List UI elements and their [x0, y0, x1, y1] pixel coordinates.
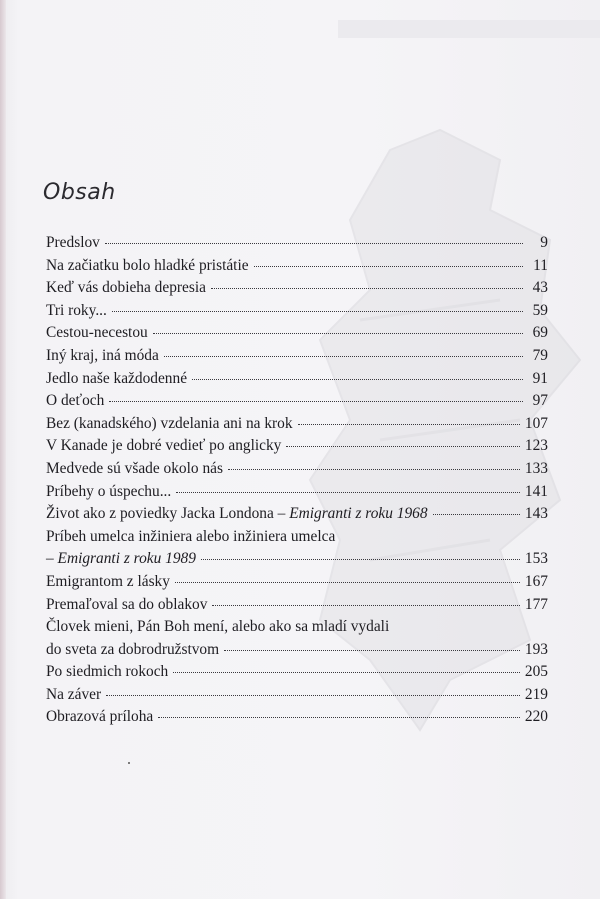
toc-entry [46, 684, 548, 707]
toc-entry [46, 300, 548, 323]
toc-entry-page-number: 97 [532, 392, 548, 410]
toc-entry-page-number: 205 [524, 663, 548, 681]
toc-entry-row [46, 255, 548, 278]
toc-entry-title-text: Iný kraj, iná móda [46, 346, 159, 364]
dot-leader [212, 604, 520, 606]
dot-leader [112, 310, 523, 312]
toc-entry-title-text: V Kanade je dobré vedieť po anglicky [46, 437, 282, 455]
toc-entry-title-text: Emigrantom z lásky [46, 572, 170, 590]
toc-entry-title-text: Jedlo naše každodenné [46, 369, 188, 387]
toc-entry-row [46, 706, 548, 729]
toc-entry-page-number: 79 [532, 346, 548, 364]
toc-entry [46, 435, 548, 458]
dot-leader [254, 265, 523, 267]
dot-leader [175, 581, 520, 583]
toc-entry-page-number: 143 [524, 505, 548, 523]
dot-leader [192, 378, 523, 380]
toc-entry-row [46, 571, 548, 594]
toc-entry-title [46, 548, 196, 571]
toc-entry-page-number: 43 [532, 279, 548, 297]
dot-leader [106, 694, 520, 696]
ink-speck [128, 762, 130, 764]
toc-entry-title-line1: Človek mieni, Pán Boh mení, alebo ako sa mladí vydali [46, 618, 390, 636]
toc-entry-row [46, 345, 548, 368]
dot-leader [105, 242, 523, 244]
toc-entry-page-number: 219 [524, 685, 548, 703]
toc-entry [46, 616, 548, 661]
toc-entry-page-number: 11 [533, 256, 548, 274]
toc-entry-title [46, 706, 153, 729]
toc-entry-page-number: 167 [524, 572, 548, 590]
dot-leader [109, 400, 523, 402]
toc-entry [46, 368, 548, 391]
toc-entry-page-number: 9 [540, 234, 548, 251]
toc-entry-page-number: 59 [532, 301, 548, 319]
toc-entry-row [46, 639, 548, 662]
toc-entry-title-italic: Emigranti z roku 1968 [289, 505, 428, 523]
toc-entry-page-number: 69 [532, 324, 548, 342]
toc-entry-title [46, 661, 168, 684]
toc-entry-title-text: Po siedmich rokoch [46, 663, 169, 681]
dot-leader [176, 491, 520, 493]
toc-entry-page-number: 107 [524, 414, 548, 432]
dot-leader [164, 355, 523, 357]
dot-leader [201, 558, 520, 560]
toc-entry-row [46, 232, 548, 255]
toc-entry-title [46, 368, 187, 391]
toc-entry-title [46, 571, 170, 594]
toc-entry-page-number: 141 [524, 482, 548, 500]
toc-entry-row [46, 481, 548, 504]
toc-entry-row [46, 548, 548, 571]
toc-entry-row [46, 300, 548, 323]
toc-entry-row [46, 503, 548, 526]
toc-entry-row [46, 684, 548, 707]
top-strip [338, 20, 600, 38]
toc-entry [46, 458, 548, 481]
toc-entry [46, 255, 548, 278]
toc-entry-title-text: Príbehy o úspechu... [46, 482, 172, 500]
dot-leader [228, 468, 520, 470]
toc-entry-title-text: Tri roky... [46, 301, 107, 319]
page-spine [0, 0, 6, 899]
toc-entry [46, 390, 548, 413]
toc-entry-row [46, 458, 548, 481]
table-of-contents [46, 232, 548, 729]
toc-entry-title-line1: Príbeh umelca inžiniera alebo inžiniera umelca [46, 527, 336, 545]
toc-entry-title [46, 232, 100, 255]
toc-entry-title-text: do sveta za dobrodružstvom [46, 640, 220, 658]
toc-entry-title-text: Keď vás dobieha depresia [46, 279, 206, 297]
toc-entry-title [46, 345, 159, 368]
toc-entry-title [46, 277, 206, 300]
toc-entry-row [46, 435, 548, 458]
toc-entry [46, 661, 548, 684]
toc-entry-title [46, 594, 207, 617]
toc-entry [46, 503, 548, 526]
toc-entry-title-text: Na záver [46, 685, 102, 703]
toc-entry-title [46, 322, 148, 345]
dot-leader [153, 332, 523, 334]
toc-heading: Obsah [43, 180, 116, 205]
toc-entry-title-text: – [46, 550, 58, 568]
dot-leader [173, 671, 520, 673]
toc-entry-row [46, 594, 548, 617]
toc-entry [46, 345, 548, 368]
toc-entry-title-text: Premaľoval sa do oblakov [46, 595, 208, 613]
toc-entry-title [46, 503, 428, 526]
toc-entry-page-number: 193 [524, 640, 548, 658]
toc-entry-title [46, 481, 171, 504]
toc-entry-row [46, 277, 548, 300]
toc-entry-page-number: 220 [524, 708, 548, 726]
toc-entry [46, 706, 548, 729]
toc-entry-row [46, 322, 548, 345]
toc-entry-title-text: Predslov [46, 234, 100, 251]
toc-entry-row [46, 368, 548, 391]
toc-entry-page-number: 91 [532, 369, 548, 387]
toc-entry-page-number: 153 [524, 550, 548, 568]
toc-entry-title [46, 639, 219, 662]
toc-entry [46, 322, 548, 345]
toc-entry-title [46, 300, 107, 323]
toc-entry-title [46, 255, 249, 278]
dot-leader [224, 649, 520, 651]
toc-entry-title-text: Na začiatku bolo hladké pristátie [46, 256, 249, 274]
toc-entry-title-text: O deťoch [46, 392, 105, 410]
toc-entry [46, 277, 548, 300]
toc-entry [46, 481, 548, 504]
toc-entry-title [46, 413, 293, 436]
toc-entry-page-number: 123 [524, 437, 548, 455]
toc-entry-title-text: Život ako z poviedky Jacka Londona – [46, 505, 290, 523]
toc-entry-page-number: 177 [524, 595, 548, 613]
toc-entry-page-number: 133 [524, 459, 548, 477]
dot-leader [298, 423, 520, 425]
toc-entry-title-text: Medvede sú všade okolo nás [46, 459, 223, 477]
dot-leader [433, 513, 520, 515]
toc-entry [46, 413, 548, 436]
toc-entry-title [46, 435, 281, 458]
dot-leader [211, 287, 523, 289]
toc-entry-title-italic: Emigranti z roku 1989 [57, 550, 196, 568]
toc-entry-row [46, 413, 548, 436]
toc-entry-title-text: Obrazová príloha [46, 708, 154, 726]
toc-entry-row [46, 661, 548, 684]
toc-entry-title-text: Bez (kanadského) vzdelania ani na krok [46, 414, 293, 432]
toc-entry-title [46, 458, 223, 481]
toc-entry [46, 594, 548, 617]
dot-leader [158, 716, 520, 718]
toc-entry [46, 526, 548, 571]
dot-leader [286, 445, 520, 447]
toc-entry [46, 571, 548, 594]
toc-entry-title [46, 684, 101, 707]
toc-entry [46, 232, 548, 255]
toc-entry-title-text: Cestou-necestou [46, 324, 148, 342]
toc-entry-title [46, 390, 104, 413]
toc-entry-row [46, 390, 548, 413]
